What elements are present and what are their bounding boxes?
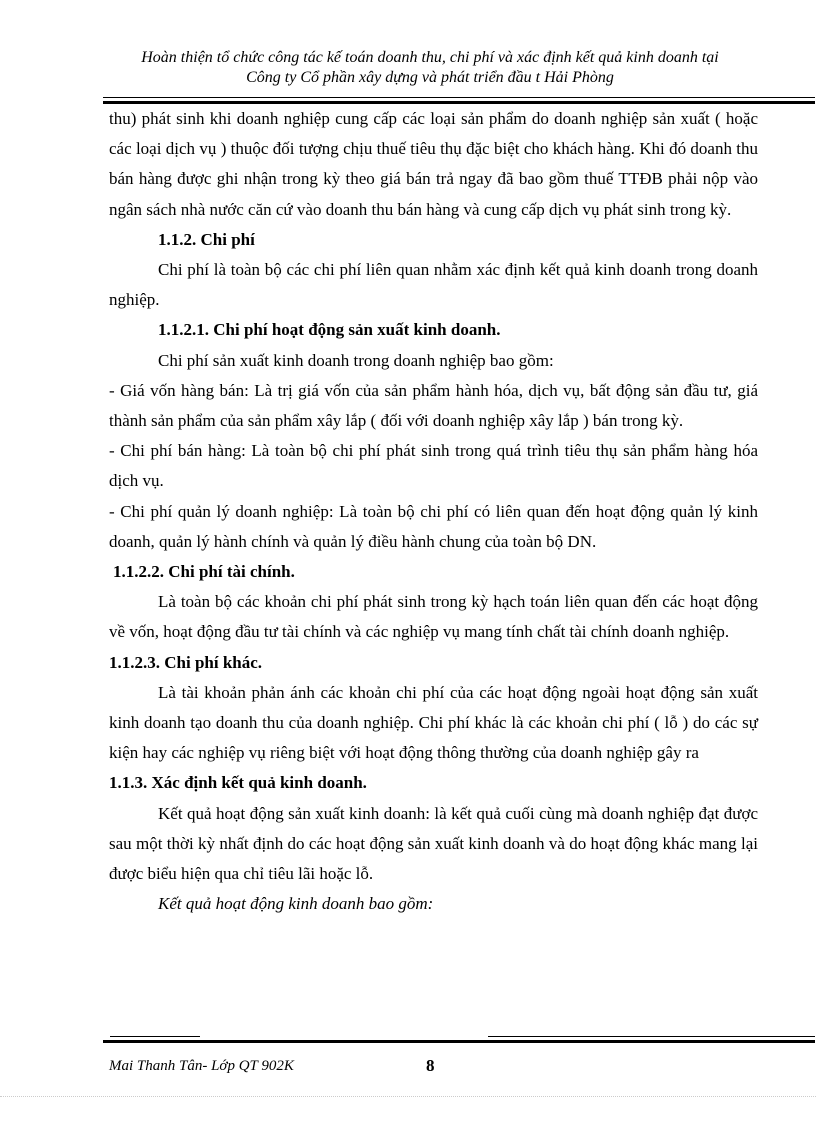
page-body bbox=[109, 104, 758, 919]
header-line-1: Hoàn thiện tổ chức công tác kế toán doanh thu, chi phí và xác định kết quả kinh doanh tại bbox=[141, 49, 719, 66]
paragraph-continuation: thu) phát sinh khi doanh nghiệp cung cấp các loại sản phẩm do doanh nghiệp sản xuất ( hoặc các loại dịch vụ ) thuộc đối tượng chịu thuế tiêu thụ đặc biệt cho khách hàng. Khi đó doanh thu bán hàng được ghi nhận trong kỳ theo giá bán trả ngay đã bao gồm thuế TTĐB phải nộp vào ngân sách nhà nước căn cứ vào doanh thu bán hàng và cung cấp dịch vụ phát sinh trong kỳ. bbox=[109, 109, 758, 219]
heading-1-1-2: 1.1.2. Chi phí bbox=[158, 229, 255, 249]
running-header bbox=[100, 48, 760, 88]
list-item-gia-von: - Giá vốn hàng bán: Là trị giá vốn của sản phẩm hành hóa, dịch vụ, bất động sản đầu tư, giá thành sản phẩm của sản phẩm xây lắp ( đối với doanh nghiệp xây lắp ) bán trong kỳ. bbox=[109, 380, 758, 431]
paragraph-cp-sxkd: Chi phí sản xuất kinh doanh trong doanh nghiệp bao gồm: bbox=[158, 350, 554, 370]
list-item-chi-phi-qldn: - Chi phí quản lý doanh nghiệp: Là toàn bộ chi phí có liên quan đến hoạt động quản lý kinh doanh, quản lý hành chính và quản lý điều hành chung của toàn bộ DN. bbox=[109, 501, 758, 551]
footer-author: Mai Thanh Tân- Lớp QT 902K bbox=[109, 1058, 294, 1074]
footer-rule-thin bbox=[488, 1036, 815, 1037]
header-rule-thin bbox=[103, 97, 815, 98]
heading-1-1-2-1: 1.1.2.1. Chi phí hoạt động sản xuất kinh doanh. bbox=[158, 320, 501, 340]
list-item-chi-phi-ban-hang: - Chi phí bán hàng: Là toàn bộ chi phí phát sinh trong quá trình tiêu thụ sản phẩm hàng hóa dịch vụ. bbox=[109, 441, 758, 491]
page-number: 8 bbox=[426, 1056, 435, 1075]
heading-1-1-3: 1.1.3. Xác định kết quả kinh doanh. bbox=[109, 773, 367, 793]
heading-1-1-2-3: 1.1.2.3. Chi phí khác. bbox=[109, 652, 263, 672]
page-edge-dots bbox=[0, 1096, 816, 1097]
footer-rule-short bbox=[110, 1036, 200, 1037]
paragraph-chi-phi-khac: Là tài khoản phản ánh các khoản chi phí của các hoạt động ngoài hoạt động sản xuất kinh doanh tạo doanh thu của doanh nghiệp. Chi phí khác là các khoản chi phí ( lỗ ) do các sự kiện hay các nghiệp vụ riêng biệt với hoạt động thông thường của doanh nghiệp gây ra bbox=[109, 682, 758, 763]
footer-rule-thick bbox=[103, 1040, 815, 1043]
paragraph-chi-phi: Chi phí là toàn bộ các chi phí liên quan nhằm xác định kết quả kinh doanh trong doanh nghiệp. bbox=[109, 260, 758, 310]
header-line-2: Công ty Cổ phần xây dựng và phát triển đầu t Hải Phòng bbox=[246, 69, 614, 86]
paragraph-ket-qua: Kết quả hoạt động sản xuất kinh doanh: là kết quả cuối cùng mà doanh nghiệp đạt được sau một thời kỳ nhất định do các hoạt động sản xuất kinh doanh và do hoạt động khác mang lại được biểu hiện qua chỉ tiêu lãi hoặc lỗ. bbox=[109, 803, 758, 884]
paragraph-ket-qua-bao-gom: Kết quả hoạt động kinh doanh bao gồm: bbox=[158, 894, 434, 914]
paragraph-chi-phi-tai-chinh: Là toàn bộ các khoản chi phí phát sinh trong kỳ hạch toán liên quan đến các hoạt động về vốn, hoạt động đầu tư tài chính và các nghiệp vụ mang tính chất tài chính doanh nghiệp. bbox=[109, 592, 758, 642]
heading-1-1-2-2: 1.1.2.2. Chi phí tài chính. bbox=[113, 562, 295, 582]
